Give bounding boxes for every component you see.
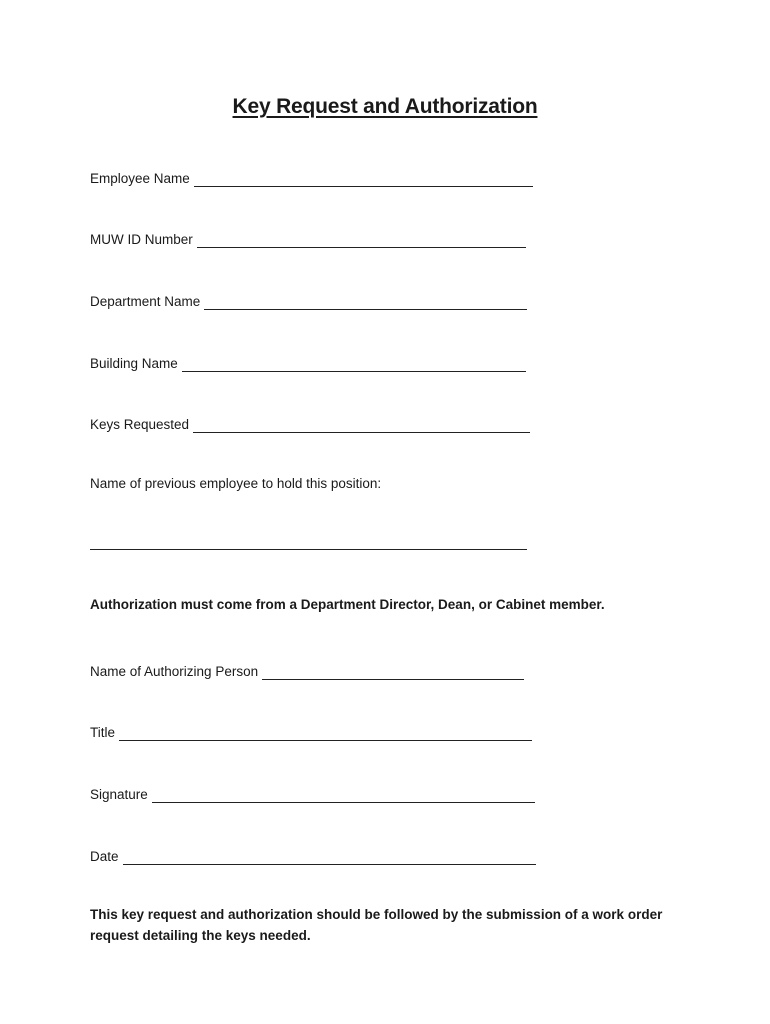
department-name-field bbox=[90, 288, 527, 310]
authorizing-person-label: Name of Authorizing Person bbox=[90, 664, 259, 679]
authorization-notice: Authorization must come from a Department Director, Dean, or Cabinet member. bbox=[90, 597, 605, 612]
authorizing-person-line[interactable] bbox=[262, 663, 524, 680]
previous-employee-line[interactable] bbox=[90, 549, 527, 550]
building-name-field bbox=[90, 350, 526, 372]
signature-field bbox=[90, 781, 535, 803]
footer-note: This key request and authorization should be followed by the submission of a work order request detailing the keys needed. bbox=[90, 907, 663, 943]
date-line[interactable] bbox=[123, 848, 536, 865]
keys-requested-line[interactable] bbox=[193, 416, 530, 433]
previous-employee-prompt: Name of previous employee to hold this position: bbox=[90, 476, 382, 491]
date-field bbox=[90, 843, 536, 865]
muw-id-label: MUW ID Number bbox=[90, 232, 193, 247]
employee-name-label: Employee Name bbox=[90, 171, 190, 186]
building-name-line[interactable] bbox=[182, 355, 526, 372]
keys-requested-label: Keys Requested bbox=[90, 417, 190, 432]
keys-requested-field bbox=[90, 411, 530, 433]
signature-line[interactable] bbox=[152, 786, 535, 803]
title-field bbox=[90, 719, 532, 741]
department-name-label: Department Name bbox=[90, 294, 201, 309]
building-name-label: Building Name bbox=[90, 356, 178, 371]
employee-name-field bbox=[90, 165, 533, 187]
date-label: Date bbox=[90, 849, 119, 864]
signature-label: Signature bbox=[90, 787, 148, 802]
page-title: Key Request and Authorization bbox=[232, 95, 538, 118]
title-label: Title bbox=[90, 725, 116, 740]
muw-id-line[interactable] bbox=[197, 231, 526, 248]
title-line[interactable] bbox=[119, 724, 532, 741]
authorizing-person-field bbox=[90, 658, 524, 680]
muw-id-field bbox=[90, 226, 526, 248]
employee-name-line[interactable] bbox=[194, 170, 533, 187]
department-name-line[interactable] bbox=[204, 293, 527, 310]
